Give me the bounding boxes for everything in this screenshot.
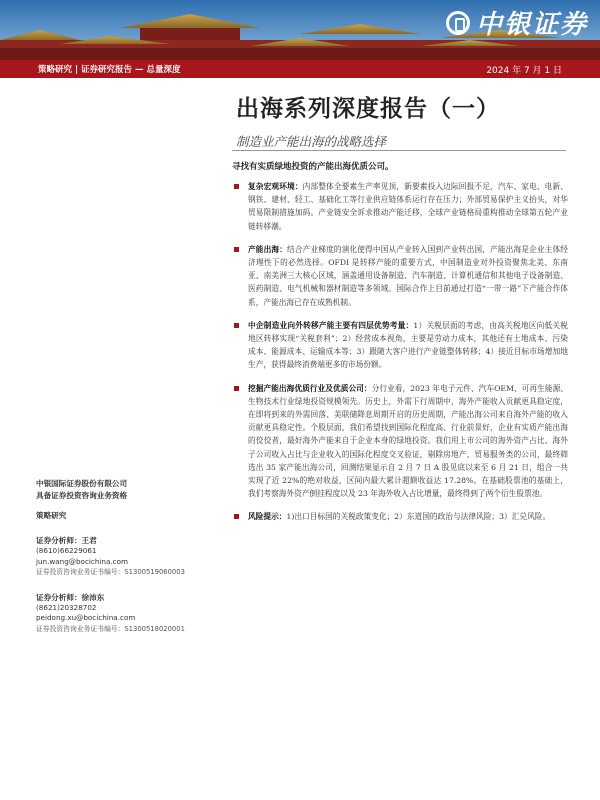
key-point-heading: 挖掘产能出海优质行业及优质公司：	[248, 383, 372, 393]
analyst-name: 证券分析师：徐沛东	[36, 592, 105, 602]
analyst-email[interactable]: peidong.xu@bocichina.com	[36, 613, 136, 622]
header-banner-image	[0, 0, 600, 60]
key-point-text: 分行业看，2023 年电子元件、汽车OEM、可再生能源、生物技术行业绿地投资规模领先。历史上，外需下行周期中，海外产能收入贡献更具稳定度，在即将到来的外需回落、美联储降息周期开启的历史周期，产能出海公司来自海外产能的收入贡献更具稳定性。个股层面，我们希望找到国际化程度高、行业前景好，企业有实质产能出海的佼佼者，最好海外产能来自于企业本身的绿地投资。我们用上市公司的海外资产占比、海外子公司收入占比与企业收入的国际化程度交叉验证，剔除房地产、贸易服务类的公司，最终筛选出 35 家产能出海公司，回测结果显示自 2 月 7 日 A 股见底以来至 6 月 21 日，组合一共实现了近 22%的绝对收益，区间内最大累计超额收益达 17.28%。在基础股票池的基础上，我们考察海外资产倒挂程度以及 23 年海外收入占比增量，最终得到了两个衍生股票池。	[248, 383, 568, 499]
bullet-square-icon	[234, 184, 239, 189]
subtitle-divider	[232, 150, 566, 151]
qualification: 具备证券投资咨询业务资格	[36, 491, 128, 500]
key-point-text: 内部整体全要素生产率见顶，新要素投入边际回报不足，汽车、家电、电新、钢铁、建材、轻工、基础化工等行业供应链体系运行存在压力；外部贸易保护主义抬头，对华贸易限制措施加码。产业链安全诉求推动产能迁移，全球产业链格局重构推动全球第五轮产业链转移潮。	[248, 182, 568, 231]
analyst-email[interactable]: jun.wang@bocichina.com	[36, 556, 128, 566]
key-point-heading: 复杂宏观环境：	[248, 182, 303, 191]
key-point-heading: 产能出海：	[248, 244, 288, 254]
analyst-phone: (8621)20328702	[36, 602, 97, 612]
key-point	[232, 319, 568, 372]
key-point-text: 1）关税层面的考虑，由高关税地区向低关税地区转移实现“关税套利”；2）经营成本视角，主要是劳动力成本，其他还有土地成本、污染成本、能源成本、运输成本等；3）跟随大客户进行产业链整体转移；4）接近目标市场增加地生产，获得最终消费端更多的市场份额。	[248, 320, 568, 370]
company-logo	[446, 4, 588, 41]
key-point	[232, 243, 568, 309]
key-point	[232, 180, 568, 233]
report-subtitle: 制造业产能出海的战略选择	[236, 134, 387, 149]
bank-of-china-logo-icon	[446, 11, 470, 35]
key-point-heading: 风险提示：	[248, 512, 287, 522]
section-label: 策略研究	[36, 511, 67, 520]
key-point	[232, 510, 568, 523]
report-title: 出海系列深度报告（一）	[236, 96, 500, 122]
bullet-square-icon	[234, 247, 239, 252]
analyst-cert: 证券投资咨询业务证书编号：S1300519060003	[36, 568, 185, 576]
brand-name: 中银证券	[475, 10, 588, 40]
analyst-phone: (8610)66229061	[36, 546, 97, 555]
key-point-text: 1)出口目标国的关税政策变化；2）东道国的政治与法律风险；3）汇兑风险。	[286, 512, 551, 522]
analyst-card	[36, 535, 226, 578]
bullet-square-icon	[234, 323, 239, 328]
breadcrumb: 策略研究 | 证券研究报告 — 总量深度	[38, 65, 181, 75]
report-header-bar	[0, 60, 600, 78]
analyst-name: 证券分析师：王君	[36, 536, 97, 545]
analyst-card	[36, 592, 226, 635]
bullet-square-icon	[234, 386, 239, 391]
key-point-text: 结合产业梯度的演化使得中国从产业转入国到产业转出国，产能出海是企业主体经济理性下的必然选择。OFDI 是转移产能的重要方式，中国制造业对外投资聚焦北美、东南亚、南美洲三大核心区域，涵盖通用设备制造、汽车制造、计算机通信和其他电子设备制造、医药制造、电气机械和器材制造等多领域。国际合作上目前通过打造“一带一路”下产能合作体系，产能出海已存在成熟机制。	[248, 244, 568, 307]
lead-summary: 寻找有实质绿地投资的产能出海优质公司。	[232, 162, 394, 172]
company-name: 中银国际证券股份有限公司	[36, 479, 128, 488]
report-date: 2024 年 7 月 1 日	[486, 66, 562, 76]
key-point	[232, 382, 568, 501]
analyst-sidebar	[36, 478, 226, 634]
bullet-square-icon	[234, 514, 239, 519]
analyst-cert: 证券投资咨询业务证书编号：S1300518020001	[36, 624, 185, 633]
key-point-heading: 中企制造业向外转移产能主要有四层优势考量：	[248, 320, 414, 330]
key-points-list	[232, 180, 568, 534]
